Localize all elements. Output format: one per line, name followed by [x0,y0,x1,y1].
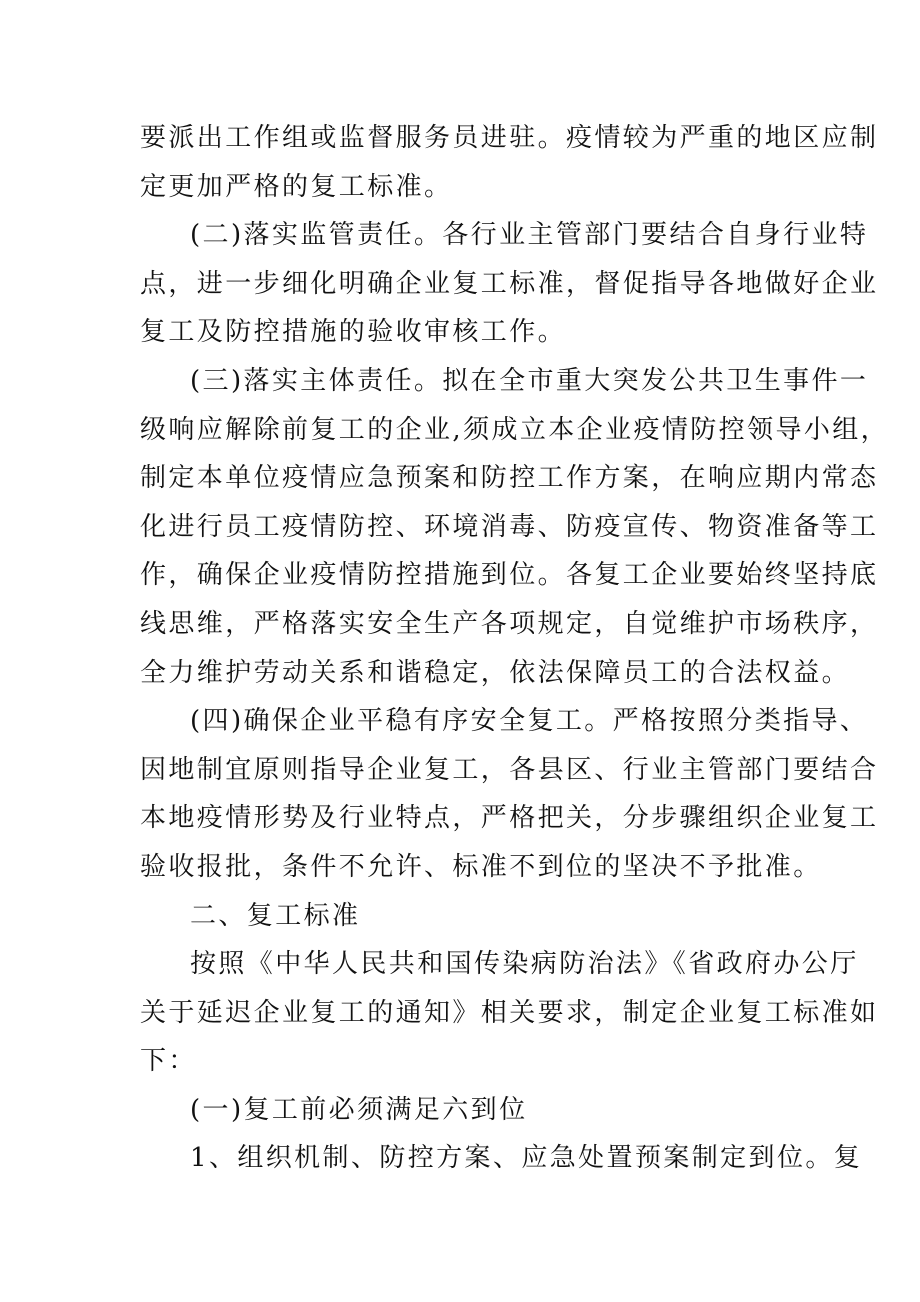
text-line: 化进行员工疫情防控、环境消毒、防疫宣传、物资准备等工 [140,511,879,542]
text-line: 1、组织机制、防控方案、应急处置预案制定到位。复 [190,1143,863,1174]
text-line: 关于延迟企业复工的通知》相关要求，制定企业复工标准如 [140,997,879,1028]
text-line: 复工及防控措施的验收审核工作。 [140,317,567,348]
section-heading: 二、复工标准 [190,900,361,931]
text-line: 点，进一步细化明确企业复工标准，督促指导各地做好企业 [140,268,879,299]
text-line: (二)落实监管责任。各行业主管部门要结合自身行业特 [190,220,869,251]
text-line: (四)确保企业平稳有序安全复工。严格按照分类指导、 [190,706,869,737]
subsection-heading: (一)复工前必须满足六到位 [190,1094,528,1125]
text-line: 因地制宜原则指导企业复工，各县区、行业主管部门要结合 [140,754,879,785]
text-line: 要派出工作组或监督服务员进驻。疫情较为严重的地区应制 [140,123,879,153]
text-line: 按照《中华人民共和国传染病防治法》《省政府办公厅 [190,949,859,980]
text-line: 验收报批，条件不允许、标准不到位的坚决不予批准。 [140,851,822,882]
text-line: (三)落实主体责任。拟在全市重大突发公共卫生事件一 [190,365,869,396]
text-line: 全力维护劳动关系和谐稳定，依法保障员工的合法权益。 [140,657,851,688]
text-line: 下： [140,1046,197,1077]
text-line: 本地疫情形势及行业特点，严格把关，分步骤组织企业复工 [140,803,879,834]
text-line: 定更加严格的复工标准。 [140,171,453,202]
text-line: 线思维，严格落实安全生产各项规定，自觉维护市场秩序， [140,608,879,639]
document-body [140,114,890,1183]
text-line: 作，确保企业疫情防控措施到位。各复工企业要始终坚持底 [140,560,879,591]
text-line: 制定本单位疫情应急预案和防控工作方案，在响应期内常态 [140,463,879,494]
text-line: 级响应解除前复工的企业,须成立本企业疫情防控领导小组， [140,414,890,445]
